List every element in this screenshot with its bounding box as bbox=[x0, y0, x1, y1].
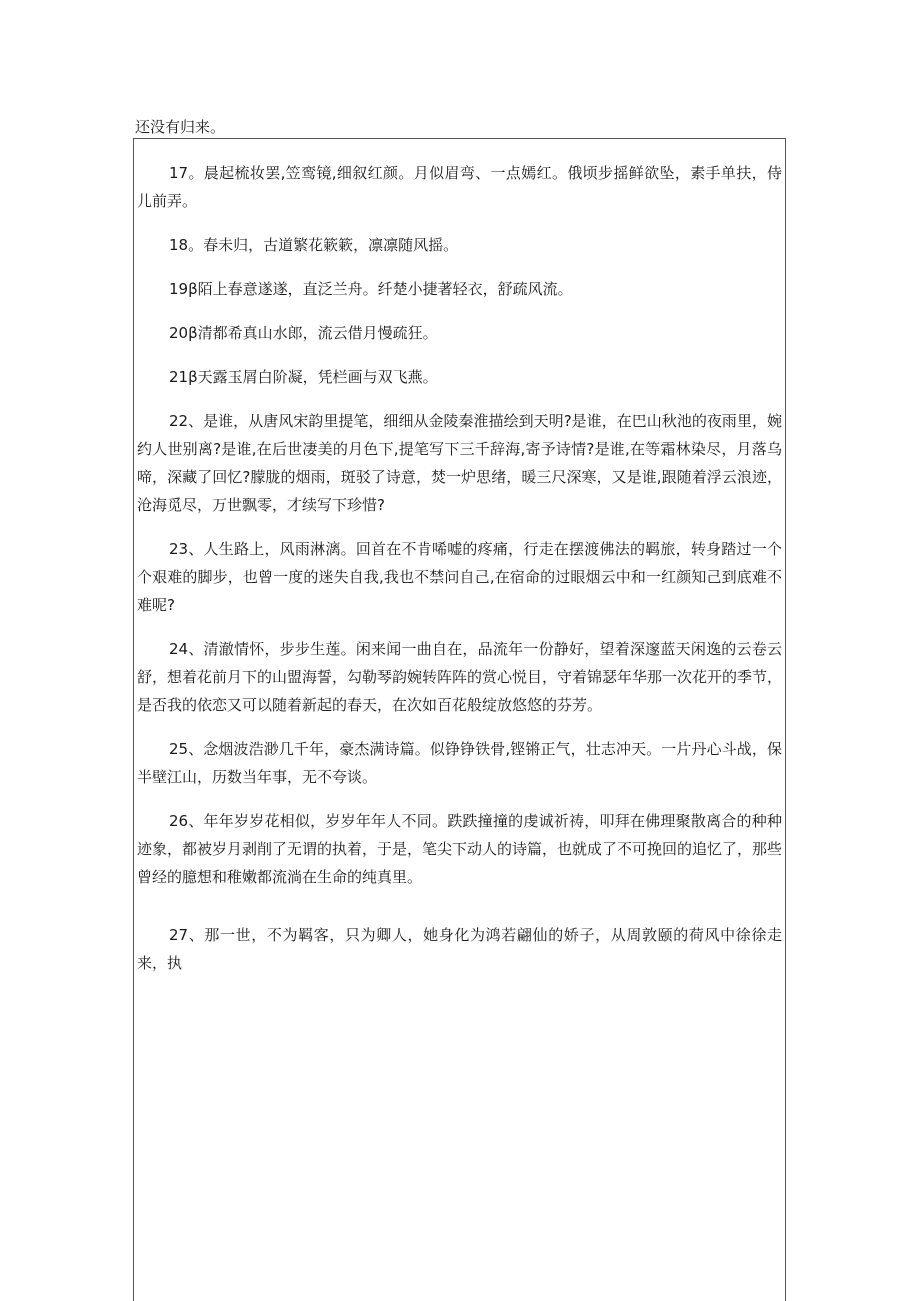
entry-27: 27、那一世，不为羁客，只为卿人，她身化为鸿若翩仙的娇子，从周敦颐的荷风中徐徐走来，执 bbox=[137, 926, 782, 972]
entry-list bbox=[137, 159, 782, 993]
entry-20: 20β清都希真山水郎，流云借月慢疏狂。 bbox=[169, 324, 438, 342]
entry-18: 18。春未归，古道繁花簌簌，凛凛随风摇。 bbox=[169, 236, 459, 254]
entry-19: 19β陌上春意遂遂，直泛兰舟。纤楚小捷著轻衣，舒疏风流。 bbox=[169, 280, 573, 298]
entry-24: 24、清澈情怀，步步生莲。闲来闻一曲自在，品流年一份静好，望着深邃蓝天闲逸的云卷云舒，想着花前月下的山盟海誓，勾勒琴韵婉转阵阵的赏心悦目，守着锦瑟年华那一次花开的季节，是否我的依恋又可以随着新起的春天，在次如百花般绽放悠悠的芬芳。 bbox=[137, 640, 783, 714]
entry-23: 23、人生路上，风雨淋漓。回首在不肯唏嘘的疼痛，行走在摆渡佛法的羁旅，转身踏过一个个艰难的脚步，也曾一度的迷失自我,我也不禁问自己,在宿命的过眼烟云中和一红颜知己到底难不难呢? bbox=[137, 540, 782, 614]
entry-21: 21β天露玉屑白阶凝，凭栏画与双飞燕。 bbox=[169, 368, 438, 386]
entry-25: 25、念烟波浩渺几千年，豪杰满诗篇。似铮铮铁骨,铿锵正气，壮志冲天。一片丹心斗战，保半壁江山，历数当年事，无不夸谈。 bbox=[137, 740, 782, 786]
lead-line: 还没有归来。 bbox=[135, 118, 226, 136]
content-box bbox=[133, 138, 786, 1301]
entry-17: 17。晨起梳妆罢,笠鸾镜,细叙红颜。月似眉弯、一点嫣红。俄顷步摇鲜欲坠，素手单扶，侍儿前弄。 bbox=[137, 164, 782, 210]
entry-22: 22、是谁，从唐风宋韵里提笔，细细从金陵秦淮描绘到天明?是谁，在巴山秋池的夜雨里，婉约人世别离?是谁,在后世凄美的月色下,提笔写下三千辞海,寄予诗情?是谁,在等霜林染尽，月落乌啼，深藏了回忆?朦胧的烟雨，斑驳了诗意，焚一炉思绪，暖三尺深寒，又是谁,跟随着浮云浪迹，沧海觅尽，万世飘零，才续写下珍惜? bbox=[137, 412, 782, 514]
entry-26: 26、年年岁岁花相似，岁岁年年人不同。跌跌撞撞的虔诚祈祷，叩拜在佛理聚散离合的种种迹象，都被岁月剥削了无谓的执着，于是，笔尖下动人的诗篇，也就成了不可挽回的追忆了，那些曾经的臆想和稚嫩都流淌在生命的纯真里。 bbox=[137, 812, 783, 886]
